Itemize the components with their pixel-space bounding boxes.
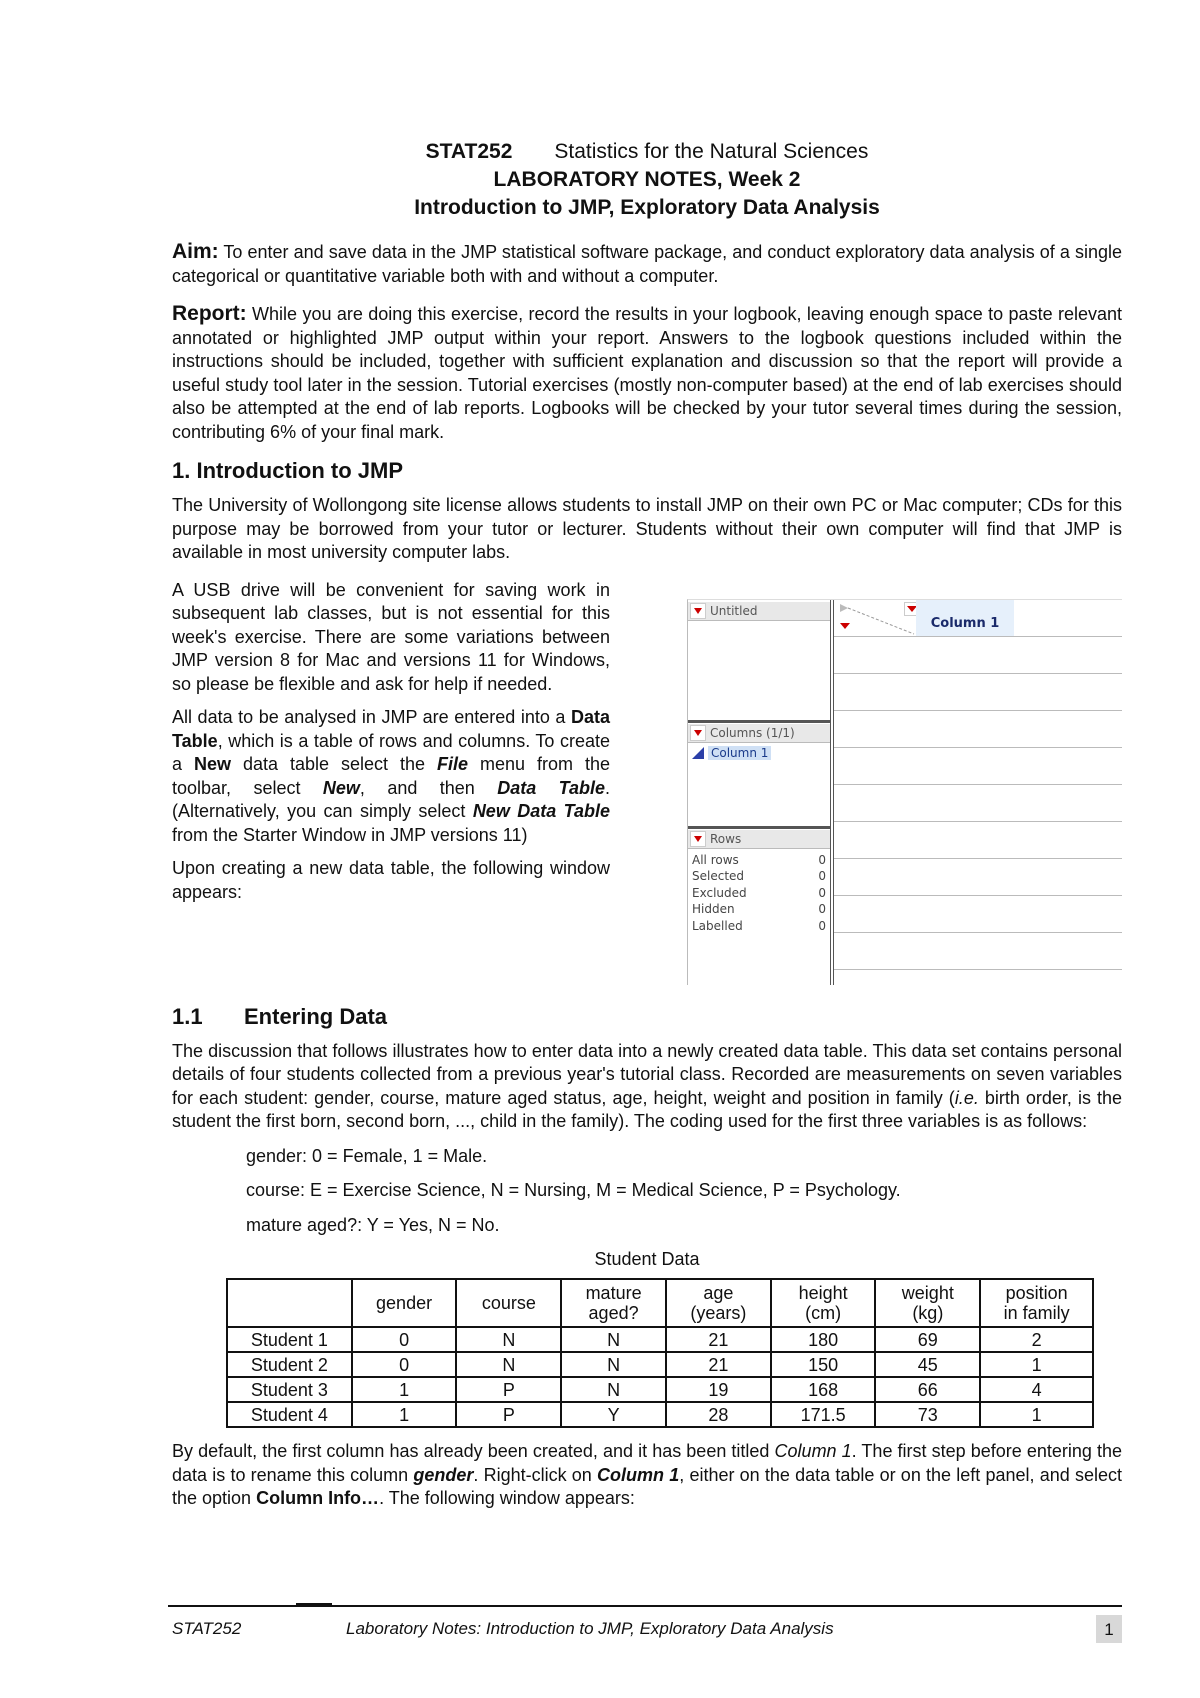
student-data-table bbox=[226, 1278, 1094, 1428]
table-cell: 73 bbox=[875, 1402, 980, 1427]
table-cell: 0 bbox=[352, 1327, 457, 1352]
section11-heading bbox=[172, 1004, 1122, 1030]
report-text: While you are doing this exercise, record the results in your logbook, leaving enough space to paste relevant annotated or highlighted JMP output within your report. Answers to the logbook questions included within the instructions should be included, together with sufficient explanation and discussion so that the report will provide a useful study tool later in the session. Tutorial exercises (mostly non-computer based) at the end of lab exercises should also be attempted at the end of lab reports. Logbooks will be checked by your tutor several times during the session, contributing 6% of your final mark. bbox=[172, 304, 1122, 442]
header-cell bbox=[561, 1279, 666, 1327]
column-1-header: Column 1 bbox=[916, 600, 1014, 636]
report-lead: Report: bbox=[172, 302, 247, 325]
coding-gender: gender: 0 = Female, 1 = Male. bbox=[246, 1145, 488, 1166]
header-line: (cm) bbox=[805, 1303, 842, 1323]
grid-line bbox=[834, 784, 1122, 785]
table-cell: P bbox=[456, 1402, 561, 1427]
page-footer bbox=[172, 1614, 1122, 1644]
header-line: position bbox=[1005, 1283, 1068, 1303]
table-header-row bbox=[227, 1279, 1093, 1327]
header-line: aged? bbox=[588, 1303, 639, 1323]
rows-summary-label: All rows bbox=[692, 852, 739, 867]
header-line: (years) bbox=[690, 1303, 747, 1323]
table-cell: 171.5 bbox=[771, 1402, 876, 1427]
header-cell bbox=[771, 1279, 876, 1327]
red-triangle-icon bbox=[838, 620, 852, 632]
table-cell: 1 bbox=[352, 1377, 457, 1402]
dt-text-4: menu from the toolbar, select bbox=[172, 754, 610, 798]
header-cell bbox=[352, 1279, 457, 1327]
notes-line: LABORATORY NOTES, Week 2 bbox=[493, 168, 801, 191]
pane-divider bbox=[688, 720, 830, 723]
report-paragraph bbox=[172, 302, 1122, 444]
title-block bbox=[172, 138, 1122, 222]
table-row bbox=[227, 1402, 1093, 1427]
rows-summary-line bbox=[692, 885, 826, 902]
table-cell: Student 4 bbox=[227, 1402, 352, 1427]
dt-text-6: . (Alternatively, you can simply select bbox=[172, 777, 610, 821]
section11-title: Entering Data bbox=[244, 1003, 388, 1029]
table-cell: 2 bbox=[980, 1327, 1093, 1352]
table-cell: N bbox=[561, 1327, 666, 1352]
rows-summary-value: 0 bbox=[818, 885, 826, 900]
table-cell: P bbox=[456, 1377, 561, 1402]
jmp-data-grid bbox=[834, 600, 1122, 985]
header-line: course bbox=[481, 1293, 536, 1313]
dt-bold-file: File bbox=[437, 754, 469, 774]
course-title: Statistics for the Natural Sciences bbox=[554, 140, 869, 163]
header-cell-blank bbox=[227, 1279, 352, 1327]
table-cell: Student 2 bbox=[227, 1352, 352, 1377]
table-cell: 1 bbox=[980, 1402, 1093, 1427]
s11-ie: i.e. bbox=[954, 1087, 979, 1108]
header-cell bbox=[456, 1279, 561, 1327]
topic-line: Introduction to JMP, Exploratory Data Analysis bbox=[414, 196, 880, 219]
table-caption: Student Data bbox=[594, 1249, 700, 1269]
usb-paragraph: A USB drive will be convenient for saving work in subsequent lab classes, but is not essential for this week's exercise. There are some variations between JMP version 8 for Mac and versions 11 for Windows, so please be flexible and ask for help if needed. bbox=[172, 579, 610, 694]
rows-summary-line bbox=[692, 918, 826, 935]
s11-text-1: The discussion that follows illustrates how to enter data into a newly created data table. This data set contains personal details of four students collected from a previous year's tutorial class. Recorded are measurements on seven variables for each student: gender, course, mature aged status, age, height, weight and position in family ( bbox=[172, 1040, 1122, 1108]
table-cell: 69 bbox=[875, 1327, 980, 1352]
table-cell: 45 bbox=[875, 1352, 980, 1377]
closing-italic-column1: Column 1 bbox=[774, 1441, 852, 1461]
coding-course: course: E = Exercise Science, N = Nursing, M = Medical Science, P = Psychology. bbox=[246, 1180, 901, 1200]
table-cell: 1 bbox=[980, 1352, 1093, 1377]
table-cell: 168 bbox=[771, 1377, 876, 1402]
table-cell: 21 bbox=[666, 1352, 771, 1377]
dt-text-1: All data to be analysed in JMP are entered into a bbox=[172, 707, 571, 727]
table-cell: 1 bbox=[352, 1402, 457, 1427]
left-column-text bbox=[172, 579, 610, 915]
dt-bold-new-menu: New bbox=[322, 777, 360, 798]
aim-lead: Aim: bbox=[172, 240, 219, 263]
grid-line bbox=[834, 858, 1122, 859]
grid-line bbox=[834, 747, 1122, 748]
closing-text-5: . The following window appears: bbox=[379, 1488, 635, 1508]
red-triangle-icon bbox=[690, 725, 706, 741]
aim-text: To enter and save data in the JMP statistical software package, and conduct exploratory data analysis of a single categorical or quantitative variable both with and without a computer. bbox=[172, 242, 1122, 286]
header-line: height bbox=[798, 1283, 848, 1303]
dt-bold-data-table-menu: Data Table bbox=[497, 777, 605, 798]
rows-summary-value: 0 bbox=[818, 918, 826, 933]
coding-list bbox=[246, 1145, 1122, 1238]
closing-bold-column1: Column 1 bbox=[597, 1464, 680, 1485]
jmp-side-panel bbox=[688, 600, 834, 985]
table-row bbox=[227, 1377, 1093, 1402]
header-line: age bbox=[703, 1283, 734, 1303]
closing-text-4: , either on the data table or on the left panel, and select the option bbox=[172, 1464, 1122, 1508]
header-line: gender bbox=[376, 1293, 433, 1313]
rows-summary-line bbox=[692, 901, 826, 918]
grid-line bbox=[834, 932, 1122, 933]
columns-count: Columns (1/1) bbox=[710, 725, 795, 740]
table-cell: 0 bbox=[352, 1352, 457, 1377]
rows-summary-line bbox=[692, 852, 826, 869]
rows-summary bbox=[692, 852, 826, 935]
dt-bold-new-data-table: New Data Table bbox=[472, 801, 610, 821]
course-line bbox=[172, 138, 1122, 166]
dt-text-3: data table select the bbox=[231, 754, 437, 774]
table-cell: 4 bbox=[980, 1377, 1093, 1402]
table-cell: N bbox=[456, 1352, 561, 1377]
aim-paragraph bbox=[172, 240, 1122, 288]
header-cell bbox=[875, 1279, 980, 1327]
document-page bbox=[172, 138, 1122, 1511]
header-line: in family bbox=[1003, 1303, 1070, 1323]
header-cell bbox=[980, 1279, 1093, 1327]
rows-pane-header bbox=[688, 830, 830, 849]
rows-summary-label: Hidden bbox=[692, 902, 735, 916]
datatable-paragraph bbox=[172, 706, 610, 847]
grid-header-row bbox=[834, 600, 1122, 637]
header-cell bbox=[666, 1279, 771, 1327]
table-pane-header bbox=[688, 602, 830, 621]
section1-heading: 1. Introduction to JMP bbox=[172, 458, 403, 483]
closing-text-1: By default, the first column has already been created, and it has been titled bbox=[172, 1441, 775, 1461]
rows-header: Rows bbox=[710, 831, 742, 846]
rows-summary-value: 0 bbox=[818, 869, 826, 883]
table-cell: Y bbox=[561, 1402, 666, 1427]
closing-bold-gender: gender bbox=[413, 1464, 474, 1485]
upon-paragraph: Upon creating a new data table, the following window appears: bbox=[172, 858, 610, 902]
grid-line bbox=[834, 673, 1122, 674]
table-cell: 28 bbox=[666, 1402, 771, 1427]
header-line: mature bbox=[585, 1283, 642, 1303]
column-item-label: Column 1 bbox=[708, 746, 771, 760]
table-row bbox=[227, 1352, 1093, 1377]
table-cell: Student 1 bbox=[227, 1327, 352, 1352]
section11-intro bbox=[172, 1040, 1122, 1134]
page-number: 1 bbox=[1096, 1615, 1122, 1643]
dt-text-2: , which is a table of rows and columns. To create a bbox=[172, 730, 610, 774]
grid-line bbox=[834, 895, 1122, 896]
dt-text-7: from the Starter Window in JMP versions 11) bbox=[172, 824, 528, 845]
table-cell: 180 bbox=[771, 1327, 876, 1352]
grid-line bbox=[834, 821, 1122, 822]
closing-bold-column-info: Column Info… bbox=[256, 1488, 380, 1508]
table-name: Untitled bbox=[710, 603, 758, 618]
grid-line bbox=[834, 969, 1122, 970]
footer-course-code: STAT252 bbox=[172, 1619, 242, 1638]
table-row bbox=[227, 1327, 1093, 1352]
continuous-column-icon bbox=[692, 747, 704, 759]
rows-summary-line bbox=[692, 868, 826, 885]
grid-line bbox=[834, 710, 1122, 711]
two-column-block bbox=[172, 579, 1122, 984]
table-cell: N bbox=[456, 1327, 561, 1352]
coding-mature: mature aged?: Y = Yes, N = No. bbox=[246, 1214, 500, 1235]
closing-paragraph bbox=[172, 1440, 1122, 1511]
table-cell: 21 bbox=[666, 1327, 771, 1352]
course-code: STAT252 bbox=[425, 140, 513, 163]
red-triangle-icon bbox=[690, 603, 706, 619]
footer-rule bbox=[168, 1605, 1122, 1607]
dt-text-5: , and then bbox=[359, 777, 498, 798]
table-cell: N bbox=[561, 1352, 666, 1377]
rows-summary-label: Labelled bbox=[692, 918, 743, 933]
table-cell: 66 bbox=[875, 1377, 980, 1402]
header-line: (kg) bbox=[912, 1303, 944, 1323]
closing-text-2: . The first step before entering the data is to rename this column bbox=[172, 1441, 1122, 1485]
column-list-item bbox=[692, 746, 771, 760]
footer-title: Laboratory Notes: Introduction to JMP, Exploratory Data Analysis bbox=[346, 1619, 834, 1638]
table-cell: 150 bbox=[771, 1352, 876, 1377]
dt-bold-data-table: Data Table bbox=[172, 707, 610, 751]
section11-number: 1.1 bbox=[172, 1003, 203, 1029]
s11-text-2: birth order, is the student the first born, second born, ..., child in the family). The coding used for the first three variables is as follows: bbox=[172, 1087, 1122, 1131]
rows-summary-label: Excluded bbox=[692, 885, 747, 900]
table-cell: 19 bbox=[666, 1377, 771, 1402]
rows-summary-value: 0 bbox=[818, 902, 826, 916]
columns-pane-header bbox=[688, 724, 830, 743]
table-cell: N bbox=[561, 1377, 666, 1402]
dt-bold-new: New bbox=[194, 754, 232, 774]
pane-divider bbox=[688, 826, 830, 829]
closing-text-3: . Right-click on bbox=[473, 1464, 598, 1485]
rows-summary-label: Selected bbox=[692, 869, 745, 883]
header-line: weight bbox=[901, 1283, 954, 1303]
rows-summary-value: 0 bbox=[818, 852, 826, 867]
jmp-data-table-screenshot bbox=[687, 599, 1122, 985]
table-cell: Student 3 bbox=[227, 1377, 352, 1402]
red-triangle-icon bbox=[690, 831, 706, 847]
section1-intro: The University of Wollongong site license allows students to install JMP on their own PC or Mac computer; CDs for this purpose may be borrowed from your tutor or lecturer. Students without their own computer will find that JMP is available in most university computer labs. bbox=[172, 495, 1122, 562]
